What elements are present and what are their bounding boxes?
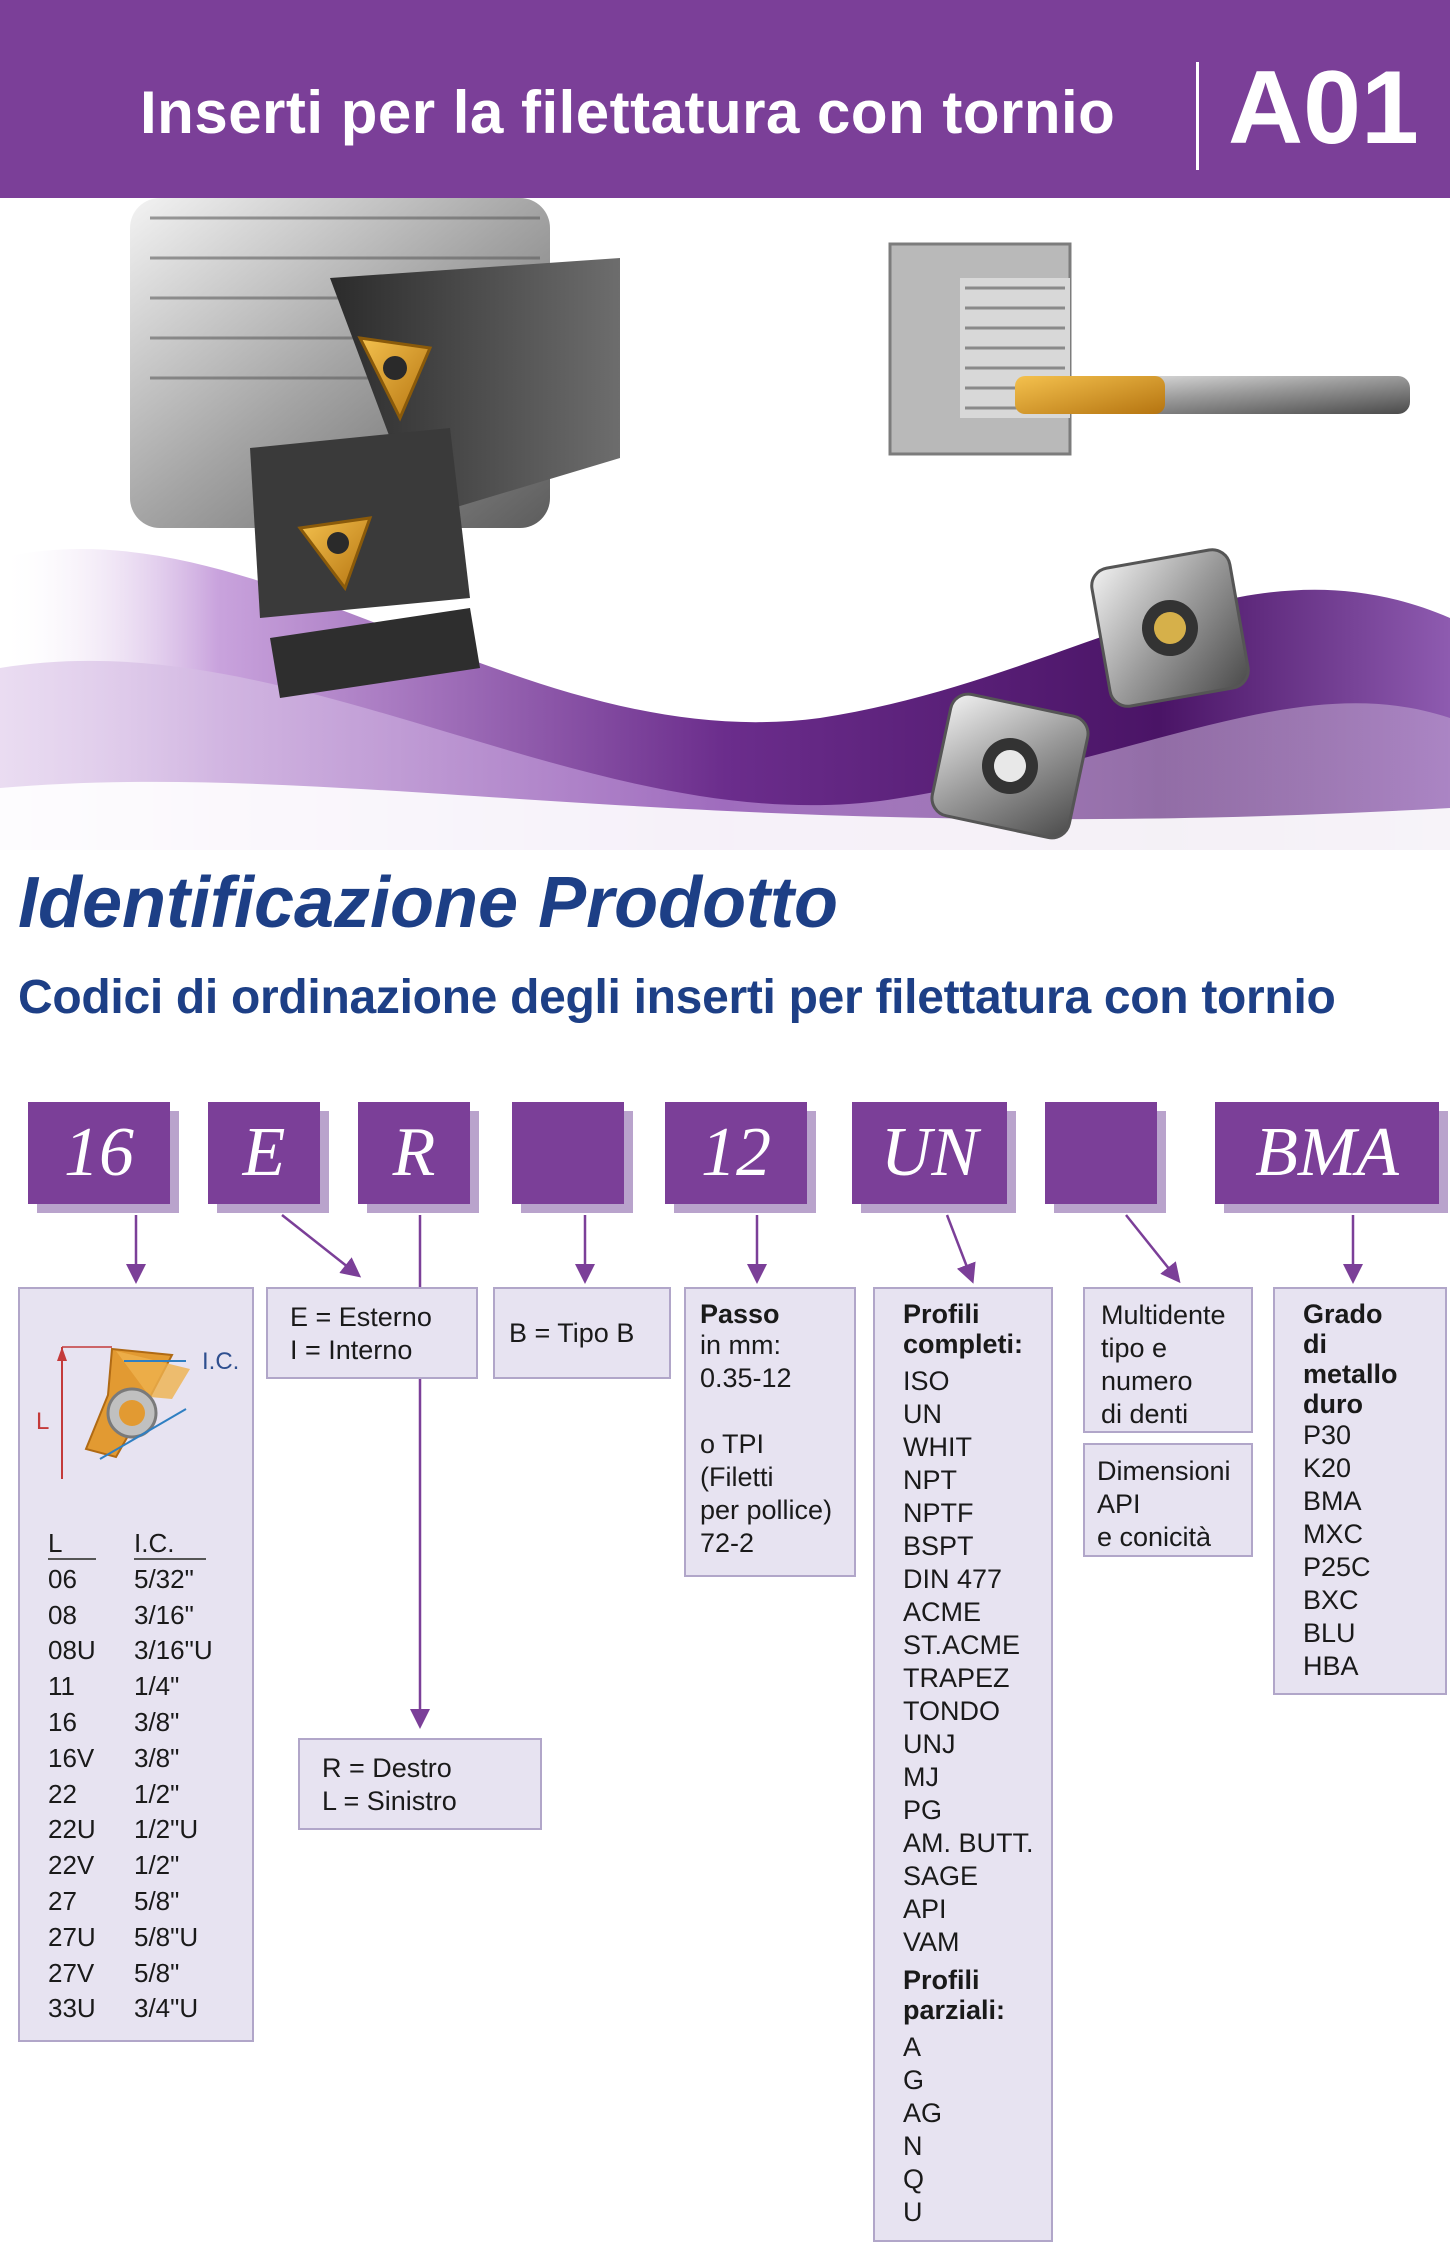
size-row bbox=[48, 1956, 213, 1992]
profile-item: VAM bbox=[903, 1927, 960, 1957]
profile-item: MJ bbox=[903, 1762, 939, 1792]
size-l: 27 bbox=[48, 1885, 77, 1916]
profile-full-title-2: completi: bbox=[903, 1329, 1024, 1359]
pitch-line: in mm: bbox=[700, 1330, 781, 1360]
profile-partial-item: Q bbox=[903, 2164, 925, 2194]
size-l: 27U bbox=[48, 1921, 96, 1952]
size-row bbox=[48, 1669, 213, 1705]
page-header bbox=[0, 0, 1450, 198]
grade-item: BXC bbox=[1303, 1585, 1359, 1615]
grade-title: metallo bbox=[1303, 1359, 1398, 1389]
size-l: 11 bbox=[48, 1671, 75, 1702]
pitch-info-box bbox=[684, 1287, 856, 1577]
grade-item: BLU bbox=[1303, 1618, 1356, 1648]
profile-partial-item: G bbox=[903, 2065, 925, 2095]
profile-partial-item: U bbox=[903, 2197, 923, 2227]
size-ic: 3/16"U bbox=[134, 1635, 213, 1666]
size-l: 16 bbox=[48, 1706, 77, 1737]
profile-item: API bbox=[903, 1894, 947, 1924]
multi-info-box bbox=[1083, 1287, 1253, 1433]
profile-item: ISO bbox=[903, 1366, 950, 1396]
grade-info-box bbox=[1273, 1287, 1447, 1695]
code-box-tipo bbox=[512, 1102, 624, 1204]
code-box-pitch: 12 bbox=[665, 1102, 807, 1204]
size-ic: 3/4"U bbox=[134, 1993, 199, 2024]
type-info-box bbox=[266, 1287, 478, 1379]
multi-line: numero bbox=[1101, 1366, 1193, 1396]
grade-item: P30 bbox=[1303, 1420, 1352, 1450]
api-line: Dimensioni bbox=[1097, 1456, 1231, 1486]
size-row bbox=[48, 1777, 213, 1813]
size-l: 22V bbox=[48, 1850, 95, 1881]
profile-item: UNJ bbox=[903, 1729, 956, 1759]
size-l: 08 bbox=[48, 1599, 77, 1630]
profile-partial-item: N bbox=[903, 2131, 923, 2161]
pitch-line: 72-2 bbox=[700, 1528, 755, 1558]
grade-item: BMA bbox=[1303, 1486, 1362, 1516]
multi-line: Multidente bbox=[1101, 1300, 1226, 1330]
profile-item: ST.ACME bbox=[903, 1630, 1021, 1660]
size-ic: 1/4" bbox=[134, 1671, 180, 1702]
size-ic: 1/2" bbox=[134, 1778, 180, 1809]
grade-title: Grado bbox=[1303, 1299, 1383, 1329]
size-ic: 3/16" bbox=[134, 1599, 194, 1630]
grade-title: duro bbox=[1303, 1389, 1363, 1419]
header-divider bbox=[1196, 62, 1199, 170]
pitch-title: Passo bbox=[700, 1299, 780, 1329]
pitch-line: o TPI bbox=[700, 1429, 765, 1459]
size-ic: 5/8" bbox=[134, 1957, 180, 1988]
code-box-size: 16 bbox=[28, 1102, 170, 1204]
size-l: 08U bbox=[48, 1635, 96, 1666]
size-row bbox=[48, 1562, 213, 1598]
size-row bbox=[48, 1633, 213, 1669]
size-ic: 3/8" bbox=[134, 1706, 180, 1737]
size-row bbox=[48, 1884, 213, 1920]
code-box-multi bbox=[1045, 1102, 1157, 1204]
api-info-box bbox=[1083, 1443, 1253, 1557]
multi-line: tipo e bbox=[1101, 1333, 1168, 1363]
diagram-label-l: L bbox=[36, 1408, 50, 1435]
code-box-grade: BMA bbox=[1215, 1102, 1439, 1204]
grade-title: di bbox=[1303, 1329, 1327, 1359]
diagram-label-ic: I.C. bbox=[202, 1348, 240, 1375]
code-box-hand: R bbox=[358, 1102, 470, 1204]
section-subtitle: Codici di ordinazione degli inserti per filettatura con tornio bbox=[18, 971, 1336, 1024]
hero-illustration bbox=[0, 198, 1450, 850]
tipo-info-box bbox=[493, 1287, 671, 1379]
api-line: e conicità bbox=[1097, 1522, 1212, 1552]
size-l: 27V bbox=[48, 1957, 95, 1988]
size-row bbox=[48, 1741, 213, 1777]
size-l: 22 bbox=[48, 1778, 77, 1809]
size-l: 22U bbox=[48, 1814, 96, 1845]
size-l: 33U bbox=[48, 1993, 96, 2024]
profile-item: DIN 477 bbox=[903, 1564, 1003, 1594]
size-ic: 5/8"U bbox=[134, 1921, 199, 1952]
profile-partial-title-2: parziali: bbox=[903, 1995, 1006, 2025]
profile-info-box bbox=[873, 1287, 1053, 2242]
size-l: 06 bbox=[48, 1563, 77, 1594]
type-internal: I = Interno bbox=[290, 1335, 413, 1365]
profile-item: NPTF bbox=[903, 1498, 974, 1528]
code-box-profile: UN bbox=[852, 1102, 1007, 1204]
profile-item: WHIT bbox=[903, 1432, 972, 1462]
profile-full-title: Profili bbox=[903, 1299, 980, 1329]
type-external: E = Esterno bbox=[290, 1302, 432, 1332]
size-ic: 5/32" bbox=[134, 1563, 194, 1594]
profile-item: PG bbox=[903, 1795, 943, 1825]
pitch-line: 0.35-12 bbox=[700, 1363, 792, 1393]
grade-item: K20 bbox=[1303, 1453, 1352, 1483]
size-ic: 1/2"U bbox=[134, 1814, 199, 1845]
profile-item: ACME bbox=[903, 1597, 982, 1627]
size-header-ic: I.C. bbox=[134, 1528, 206, 1560]
size-row bbox=[48, 1991, 213, 2027]
header-title: Inserti per la filettatura con tornio bbox=[140, 79, 1116, 146]
profile-item: BSPT bbox=[903, 1531, 974, 1561]
size-row bbox=[48, 1705, 213, 1741]
size-table-header bbox=[48, 1526, 213, 1562]
profile-partial-item: AG bbox=[903, 2098, 943, 2128]
profile-partial-item: A bbox=[903, 2032, 922, 2062]
hand-left: L = Sinistro bbox=[322, 1786, 457, 1816]
grade-item: MXC bbox=[1303, 1519, 1363, 1549]
profile-item: SAGE bbox=[903, 1861, 979, 1891]
size-row bbox=[48, 1598, 213, 1634]
profile-partial-title: Profili bbox=[903, 1965, 980, 1995]
profile-item: NPT bbox=[903, 1465, 957, 1495]
api-line: API bbox=[1097, 1489, 1141, 1519]
size-row bbox=[48, 1920, 213, 1956]
size-ic: 5/8" bbox=[134, 1885, 180, 1916]
pitch-line: (Filetti bbox=[700, 1462, 774, 1492]
size-ic: 1/2" bbox=[134, 1850, 180, 1881]
grade-item: HBA bbox=[1303, 1651, 1359, 1681]
hand-info-box bbox=[298, 1738, 542, 1830]
insert-diagram bbox=[20, 1289, 256, 1479]
multi-line: di denti bbox=[1101, 1399, 1189, 1429]
profile-item: TRAPEZ bbox=[903, 1663, 1010, 1693]
pitch-spacer bbox=[700, 1395, 854, 1428]
pitch-line: per pollice) bbox=[700, 1495, 833, 1525]
size-row bbox=[48, 1812, 213, 1848]
profile-item: UN bbox=[903, 1399, 942, 1429]
code-box-type: E bbox=[208, 1102, 320, 1204]
size-row bbox=[48, 1848, 213, 1884]
hand-right: R = Destro bbox=[322, 1753, 452, 1783]
size-ic: 3/8" bbox=[134, 1742, 180, 1773]
size-l: 16V bbox=[48, 1742, 95, 1773]
hero-image bbox=[0, 198, 1450, 850]
size-table bbox=[48, 1526, 213, 2027]
size-header-l: L bbox=[48, 1528, 96, 1560]
section-title: Identificazione Prodotto bbox=[18, 863, 838, 943]
profile-item: TONDO bbox=[903, 1696, 1001, 1726]
grade-item: P25C bbox=[1303, 1552, 1371, 1582]
section-code: A01 bbox=[1228, 50, 1419, 166]
profile-item: AM. BUTT. bbox=[903, 1828, 1034, 1858]
tipo-b: B = Tipo B bbox=[509, 1318, 635, 1348]
